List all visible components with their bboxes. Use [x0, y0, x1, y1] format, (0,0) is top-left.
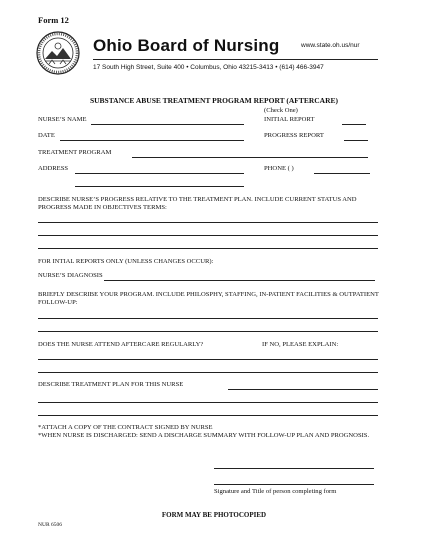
signature-field-line-1[interactable]: [214, 468, 374, 469]
diagnosis-field[interactable]: [104, 280, 375, 281]
form-number: Form 12: [38, 15, 69, 25]
date-label: DATE: [38, 132, 55, 139]
signature-field-line-2[interactable]: [214, 484, 374, 485]
nurse-name-field[interactable]: [91, 124, 244, 125]
aftercare-field-line-1[interactable]: [38, 359, 378, 360]
treatment-program-field[interactable]: [132, 157, 368, 158]
progress-field-line-2[interactable]: [38, 235, 378, 236]
if-no-label: IF NO, PLEASE EXPLAIN:: [262, 341, 339, 348]
ohio-seal-icon: [36, 31, 80, 75]
form-title: SUBSTANCE ABUSE TREATMENT PROGRAM REPORT (AFTERCARE): [89, 96, 339, 105]
board-name: Ohio Board of Nursing: [93, 36, 280, 55]
signature-label: Signature and Title of person completing form: [214, 488, 337, 495]
program-description-label: BRIEFLY DESCRIBE YOUR PROGRAM. INCLUDE PHILOSPHY, STAFFING, IN-PATIENT FACILITIES & OUTPATIENT FOLLOW-UP:: [38, 291, 379, 306]
note-contract: *ATTACH A COPY OF THE CONTRACT SIGNED BY NURSE: [38, 424, 213, 431]
check-one-label: (Check One): [264, 107, 298, 114]
board-address: 17 South High Street, Suite 400 • Columbus, Ohio 43215-3413 • (614) 466-3947: [93, 64, 324, 71]
initial-only-heading: FOR INTIAL REPORTS ONLY (UNLESS CHANGES OCCUR):: [38, 258, 214, 265]
address-label: ADDRESS: [38, 165, 69, 172]
nurse-name-label: NURSE’S NAME: [38, 116, 87, 123]
initial-report-check-field[interactable]: [342, 124, 366, 125]
program-field-line-1[interactable]: [38, 318, 378, 319]
form-code: NUR 6506: [38, 522, 62, 528]
photocopy-notice: FORM MAY BE PHOTOCOPIED: [161, 511, 267, 519]
progress-field-line-1[interactable]: [38, 222, 378, 223]
website-link[interactable]: www.state.oh.us/nur: [301, 42, 360, 49]
progress-report-label: PROGRESS REPORT: [264, 132, 324, 139]
treatment-plan-field[interactable]: [228, 389, 378, 390]
treatment-program-label: TREATMENT PROGRAM: [38, 149, 112, 156]
treatment-plan-label: DESCRIBE TREATMENT PLAN FOR THIS NURSE: [38, 381, 184, 388]
treatment-plan-field-line-2[interactable]: [38, 402, 378, 403]
address-field-line-2[interactable]: [75, 186, 244, 187]
note-discharge: *WHEN NURSE IS DISCHARGED: SEND A DISCHARGE SUMMARY WITH FOLLOW-UP PLAN AND PROGNOSIS.: [38, 432, 370, 439]
date-field[interactable]: [60, 140, 244, 141]
diagnosis-label: NURSE’S DIAGNOSIS: [38, 272, 103, 279]
phone-label: PHONE ( ): [264, 165, 294, 172]
aftercare-question: DOES THE NURSE ATTEND AFTERCARE REGULARLY?: [38, 341, 204, 348]
initial-report-label: INITIAL REPORT: [264, 116, 315, 123]
progress-instructions: DESCRIBE NURSE’S PROGRESS RELATIVE TO THE TREATMENT PLAN. INCLUDE CURRENT STATUS AND PROGRESS MADE IN OBJECTIVES TERMS:: [38, 196, 357, 211]
phone-field[interactable]: [314, 173, 370, 174]
header-rule: [93, 59, 378, 60]
treatment-plan-field-line-3[interactable]: [38, 415, 378, 416]
program-field-line-2[interactable]: [38, 331, 378, 332]
progress-field-line-3[interactable]: [38, 248, 378, 249]
progress-report-check-field[interactable]: [344, 140, 368, 141]
aftercare-field-line-2[interactable]: [38, 372, 378, 373]
address-field[interactable]: [75, 173, 244, 174]
